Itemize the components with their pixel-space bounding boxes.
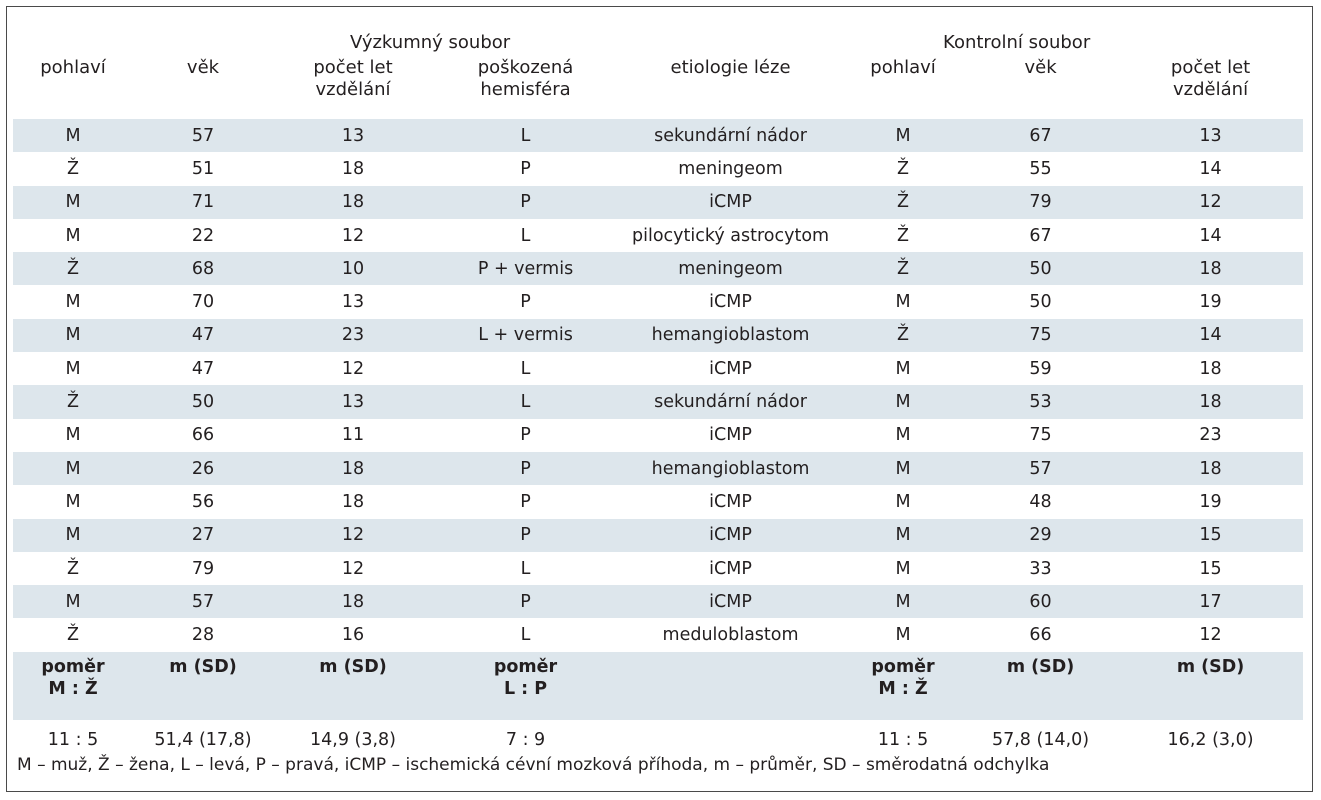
table-row xyxy=(13,186,1303,219)
table-cell: 12 xyxy=(1199,625,1222,646)
table-cell: P xyxy=(433,519,618,552)
table-row xyxy=(13,585,1303,618)
table-cell: 16 xyxy=(341,625,365,646)
table-cell: L + vermis xyxy=(433,319,618,352)
table-cell: 22 xyxy=(191,225,215,246)
table-cell: 14 xyxy=(1199,158,1222,179)
table-cell: L xyxy=(520,625,531,646)
table-cell: Ž xyxy=(897,158,910,179)
table-cell: 47 xyxy=(133,319,273,352)
table-cell: 23 xyxy=(273,319,433,352)
table-cell: M xyxy=(895,625,911,646)
table-cell: meningeom xyxy=(618,252,843,285)
col-header: pohlaví xyxy=(40,57,106,78)
table-cell: sekundární nádor xyxy=(618,385,843,418)
table-row xyxy=(13,219,1303,252)
table-cell: M xyxy=(843,452,963,485)
stat-label-row xyxy=(13,652,1303,720)
table-cell: sekundární nádor xyxy=(618,119,843,152)
table-cell: 67 xyxy=(963,119,1118,152)
table-cell: hemangioblastom xyxy=(618,452,843,485)
table-cell: pilocytický astrocytom xyxy=(631,225,830,246)
table-cell: M xyxy=(895,491,911,512)
table-cell: iCMP xyxy=(618,519,843,552)
table-cell: P xyxy=(520,292,531,313)
summary-value: 16,2 (3,0) xyxy=(1167,729,1254,750)
table-cell: M xyxy=(843,385,963,418)
table-cell: 13 xyxy=(273,385,433,418)
summary-value: 14,9 (3,8) xyxy=(309,729,396,750)
table-cell: 18 xyxy=(341,158,365,179)
table-cell: iCMP xyxy=(709,358,752,379)
table-cell: 48 xyxy=(1029,491,1052,512)
table-cell: P + vermis xyxy=(433,252,618,285)
table-cell: M xyxy=(843,519,963,552)
table-cell: 29 xyxy=(963,519,1118,552)
table-cell: M xyxy=(65,225,81,246)
table-cell: M xyxy=(843,585,963,618)
table-cell: 51 xyxy=(191,158,215,179)
stat-label xyxy=(618,652,843,720)
table-cell: 68 xyxy=(133,252,273,285)
table-cell: 18 xyxy=(1118,385,1303,418)
table-cell: hemangioblastom xyxy=(618,319,843,352)
table-cell: M xyxy=(13,119,133,152)
table-row xyxy=(13,352,1303,385)
table-cell: iCMP xyxy=(709,558,752,579)
table-cell: iCMP xyxy=(709,491,752,512)
table-cell: iCMP xyxy=(709,292,752,313)
table-cell: 18 xyxy=(1118,452,1303,485)
table-cell: P xyxy=(433,186,618,219)
summary-row xyxy=(13,720,1303,760)
table-row xyxy=(13,419,1303,452)
table-row xyxy=(13,519,1303,552)
table-cell: 53 xyxy=(963,385,1118,418)
table-cell: iCMP xyxy=(709,425,752,446)
table-cell: M xyxy=(13,319,133,352)
table-cell: 19 xyxy=(1199,292,1222,313)
table-cell: 12 xyxy=(341,225,365,246)
table-cell: 11 xyxy=(341,425,365,446)
control-group-header: Kontrolní soubor xyxy=(943,32,1091,53)
table-cell: L xyxy=(520,225,531,246)
table-row xyxy=(13,285,1303,318)
table-cell: 56 xyxy=(191,491,215,512)
col-header: věk xyxy=(186,57,220,78)
table-cell: 67 xyxy=(1029,225,1052,246)
col-header: počet let vzdělání xyxy=(1170,57,1251,100)
stat-label: m (SD) xyxy=(1118,652,1303,720)
table-cell: L xyxy=(520,358,531,379)
table-cell: Ž xyxy=(843,319,963,352)
table-cell: Ž xyxy=(897,225,910,246)
table-row xyxy=(13,485,1303,518)
table-row xyxy=(13,152,1303,185)
table-cell: Ž xyxy=(843,186,963,219)
table-cell: P xyxy=(520,158,531,179)
table-cell: M xyxy=(65,358,81,379)
table-cell: 55 xyxy=(1029,158,1052,179)
table-cell: 18 xyxy=(273,585,433,618)
table-cell: 14 xyxy=(1199,225,1222,246)
table-cell: L xyxy=(433,385,618,418)
table-row xyxy=(13,119,1303,152)
table-cell: 18 xyxy=(1199,358,1222,379)
table-cell: 70 xyxy=(191,292,215,313)
table-row xyxy=(13,319,1303,352)
table-cell: 15 xyxy=(1199,558,1222,579)
table-cell: Ž xyxy=(67,625,79,646)
research-group-header: Výzkumný soubor xyxy=(350,32,511,53)
table-cell: M xyxy=(895,558,911,579)
stat-label: m (SD) xyxy=(133,652,273,720)
table-cell: P xyxy=(433,585,618,618)
summary-value xyxy=(618,720,843,760)
table-cell: 79 xyxy=(191,558,215,579)
table-cell: M xyxy=(895,425,911,446)
table-cell: 19 xyxy=(1199,491,1222,512)
table-footnote: M – muž, Ž – žena, L – levá, P – pravá, iCMP – ischemická cévní mozková příhoda, m – průměr, SD – směrodatná odchylka xyxy=(17,755,1050,775)
col-header: poškozená hemisféra xyxy=(477,57,574,100)
table-cell: P xyxy=(520,425,531,446)
table-cell: 13 xyxy=(1118,119,1303,152)
table-cell: 75 xyxy=(1029,425,1052,446)
table-cell: iCMP xyxy=(618,585,843,618)
table-cell: M xyxy=(65,491,81,512)
patient-table xyxy=(13,24,1303,760)
col-header: pohlaví xyxy=(870,57,936,78)
table-cell: 50 xyxy=(963,252,1118,285)
table-cell: 75 xyxy=(963,319,1118,352)
table-cell: 18 xyxy=(273,186,433,219)
table-cell: M xyxy=(13,519,133,552)
table-cell: 57 xyxy=(133,585,273,618)
table-row xyxy=(13,552,1303,585)
table-cell: 57 xyxy=(963,452,1118,485)
table-cell: Ž xyxy=(13,385,133,418)
table-cell: meduloblastom xyxy=(662,625,799,646)
summary-value: 11 : 5 xyxy=(877,729,929,750)
table-cell: 18 xyxy=(341,491,365,512)
table-cell: 50 xyxy=(1029,292,1052,313)
summary-value: 7 : 9 xyxy=(505,729,546,750)
table-cell: 23 xyxy=(1199,425,1222,446)
table-cell: 15 xyxy=(1118,519,1303,552)
table-cell: M xyxy=(65,425,81,446)
col-header: věk xyxy=(1024,57,1057,78)
column-header-row xyxy=(13,54,1303,119)
table-cell: 13 xyxy=(341,292,365,313)
table-cell: 12 xyxy=(341,358,365,379)
table-cell: 10 xyxy=(273,252,433,285)
table-cell: 66 xyxy=(191,425,215,446)
summary-value: 11 : 5 xyxy=(47,729,99,750)
table-cell: 79 xyxy=(963,186,1118,219)
stat-label: m (SD) xyxy=(273,652,433,720)
table-cell: M xyxy=(843,119,963,152)
table-cell: 12 xyxy=(341,558,365,579)
table-cell: M xyxy=(895,292,911,313)
table-cell: 66 xyxy=(1029,625,1052,646)
table-cell: P xyxy=(520,491,531,512)
table-cell: P xyxy=(433,452,618,485)
table-cell: M xyxy=(13,186,133,219)
summary-value: 51,4 (17,8) xyxy=(154,729,252,750)
table-cell: 57 xyxy=(133,119,273,152)
table-cell: 27 xyxy=(133,519,273,552)
group-header-row xyxy=(13,24,1303,54)
stat-label: m (SD) xyxy=(963,652,1118,720)
table-cell: 13 xyxy=(273,119,433,152)
table-cell: iCMP xyxy=(618,186,843,219)
table-cell: M xyxy=(13,585,133,618)
table-cell: 59 xyxy=(1029,358,1052,379)
table-row xyxy=(13,385,1303,418)
table-cell: 33 xyxy=(1029,558,1052,579)
col-header: počet let vzdělání xyxy=(313,57,393,100)
table-cell: L xyxy=(520,558,531,579)
table-cell: 60 xyxy=(963,585,1118,618)
table-row xyxy=(13,252,1303,285)
summary-value: 57,8 (14,0) xyxy=(991,729,1090,750)
table-cell: M xyxy=(65,292,81,313)
table-cell: 71 xyxy=(133,186,273,219)
table-cell: Ž xyxy=(13,252,133,285)
table-row xyxy=(13,452,1303,485)
table-cell: M xyxy=(895,358,911,379)
table-row xyxy=(13,618,1303,651)
table-cell: 12 xyxy=(1118,186,1303,219)
table-cell: Ž xyxy=(843,252,963,285)
stat-label: poměr M : Ž xyxy=(843,652,963,720)
table-cell: 50 xyxy=(133,385,273,418)
table-cell: Ž xyxy=(67,558,79,579)
stat-label: poměr M : Ž xyxy=(13,652,133,720)
table-cell: 28 xyxy=(191,625,215,646)
col-header: etiologie léze xyxy=(670,57,791,78)
table-cell: 17 xyxy=(1118,585,1303,618)
stat-label: poměr L : P xyxy=(433,652,618,720)
table-cell: 12 xyxy=(273,519,433,552)
table-cell: Ž xyxy=(67,158,79,179)
table-cell: 26 xyxy=(133,452,273,485)
table-cell: 18 xyxy=(273,452,433,485)
table-cell: 47 xyxy=(191,358,215,379)
table-cell: L xyxy=(433,119,618,152)
table-cell: 18 xyxy=(1118,252,1303,285)
table-cell: M xyxy=(13,452,133,485)
table-cell: 14 xyxy=(1118,319,1303,352)
table-cell: meningeom xyxy=(678,158,783,179)
